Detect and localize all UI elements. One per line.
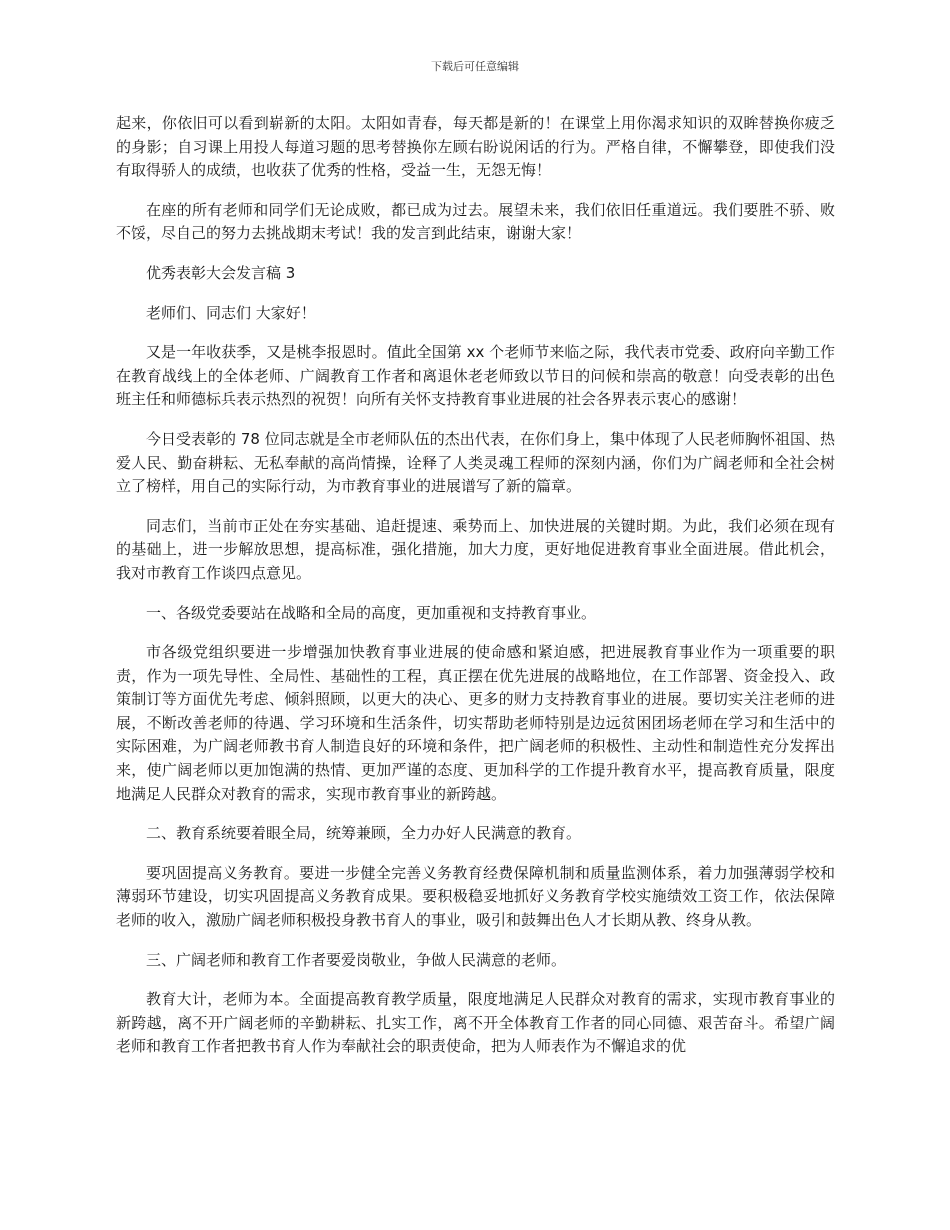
document-body	[116, 112, 835, 1075]
paragraph-closing: 在座的所有老师和同学们无论成败，都已成为过去。展望未来，我们依旧任重道远。我们要胜不骄、败不馁，尽自己的努力去挑战期末考试！我的发言到此结束，谢谢大家！	[116, 200, 835, 243]
point-heading-1: 一、各级党委要站在战略和全局的高度，更加重视和支持教育事业。	[146, 603, 597, 622]
point-heading-2: 二、教育系统要着眼全局，统筹兼顾，全力办好人民满意的教育。	[146, 824, 582, 843]
paragraph-point-2: 要巩固提高义务教育。要进一步健全完善义务教育经费保障机制和质量监测体系，着力加强薄弱学校和薄弱环节建设，切实巩固提高义务教育成果。要积极稳妥地抓好义务教育学校实施绩效工资工作，依法保障老师的收入，激励广阔老师积极投身教书育人的事业，吸引和鼓舞出色人才长期从教、终身从教。	[116, 863, 835, 930]
point-heading-3: 三、广阔老师和教育工作者要爱岗敬业，争做人民满意的老师。	[146, 950, 567, 969]
paragraph-point-1: 市各级党组织要进一步增强加快教育事业进展的使命感和紧迫感，把进展教育事业作为一项重要的职责，作为一项先导性、全局性、基础性的工程，真正摆在优先进展的战略地位，在工作部署、资金投入、政策制订等方面优先考虑、倾斜照顾，以更大的决心、更多的财力支持教育事业的进展。要切实关注老师的进展，不断改善老师的待遇、学习环境和生活条件，切实帮助老师特别是边远贫困团场老师在学习和生活中的实际困难，为广阔老师教书育人制造良好的环境和条件，把广阔老师的积极性、主动性和制造性充分发挥出来，使广阔老师以更加饱满的热情、更加严谨的态度、更加科学的工作提升教育水平，提高教育质量，限度地满足人民群众对教育的需求，实现市教育事业的新跨越。	[116, 643, 835, 803]
paragraph-continuation: 起来，你依旧可以看到崭新的太阳。太阳如青春，每天都是新的！在课堂上用你渴求知识的双眸替换你疲乏的身影；自习课上用投人每道习题的思考替换你左顾右盼说闲话的行为。严格自律，不懈攀登，即使我们没有取得骄人的成绩，也收获了优秀的性格，受益一生，无怨无悔！	[116, 114, 835, 180]
paragraph-honorees: 今日受表彰的 78 位同志就是全市老师队伍的杰出代表，在你们身上，集中体现了人民老师胸怀祖国、热爱人民、勤奋耕耘、无私奉献的高尚情操，诠释了人类灵魂工程师的深刻内涵，你们为广阔老师和全社会树立了榜样，用自己的实际行动，为市教育事业的进展谱写了新的篇章。	[116, 429, 835, 496]
paragraph-point-3: 教育大计，老师为本。全面提高教育教学质量，限度地满足人民群众对教育的需求，实现市教育事业的新跨越，离不开广阔老师的辛勤耕耘、扎实工作，离不开全体教育工作者的同心同德、艰苦奋斗。希望广阔老师和教育工作者把教书育人作为奉献社会的职责使命，把为人师表作为不懈追求的优	[116, 990, 835, 1056]
salutation: 老师们、同志们 大家好！	[146, 303, 316, 322]
page-header: 下载后可任意编辑	[431, 60, 519, 73]
paragraph-greeting: 又是一年收获季，又是桃李报恩时。值此全国第 xx 个老师节来临之际，我代表市党委、政府向辛勤工作在教育战线上的全体老师、广阔教育工作者和离退休老老师致以节日的问候和崇高的敬意！向受表彰的出色班主任和师德标兵表示热烈的祝贺！向所有关怀支持教育事业进展的社会各界表示衷心的感谢！	[116, 343, 835, 409]
paragraph-context: 同志们，当前市正处在夯实基础、追赶提速、乘势而上、加快进展的关键时期。为此，我们必须在现有的基础上，进一步解放思想，提高标准，强化措施，加大力度，更好地促进教育事业全面进展。借此机会，我对市教育工作谈四点意见。	[116, 516, 835, 582]
section-title: 优秀表彰大会发言稿 3	[146, 263, 296, 282]
